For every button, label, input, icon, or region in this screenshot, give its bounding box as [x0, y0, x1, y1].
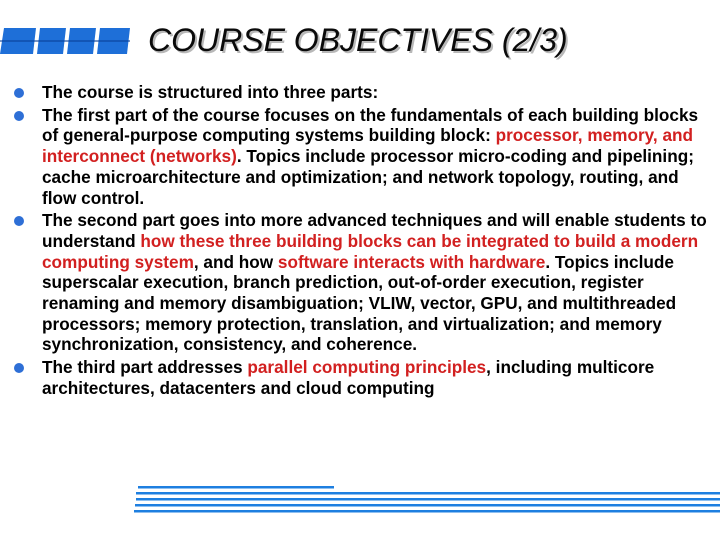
footer-decoration-lines: [134, 486, 720, 516]
bullet-item: [14, 210, 714, 355]
highlight-text: processor, memory, and interconnect (networks): [42, 125, 694, 167]
bullet-text: The course is structured into three parts:: [42, 82, 379, 102]
highlight-text: parallel computing principles: [247, 357, 487, 378]
bullet-text: The first part of the course focuses on the fundamentals of each building blocks of general-purpose computing systems building block:: [42, 104, 699, 146]
bullet-text: . Topics include processor micro-coding and pipelining; cache microarchitecture and optimization; and network topology, routing, and flow control.: [42, 146, 694, 208]
bullet-list: [14, 82, 714, 399]
slide-title: COURSE OBJECTIVES (2/3): [148, 22, 568, 58]
bullet-text: , and how: [193, 251, 278, 272]
bullet-dot-icon: [14, 111, 24, 121]
highlight-text: software interacts with hardware: [277, 251, 546, 272]
bullet-dot-icon: [14, 216, 24, 226]
bullet-text: . Topics include superscalar execution, branch prediction, out-of-order execution, register renaming and memory disambiguation; VLIW, vector, GPU, and multithreaded processors; memory protection, translation, and virtualization; and memory synchronization, consistency, and coherence.: [42, 251, 677, 355]
bullet-item: [14, 82, 714, 103]
title-decoration-blocks: [0, 28, 132, 54]
bullet-item: [14, 105, 714, 209]
bullet-dot-icon: [14, 88, 24, 98]
bullet-text: , including multicore architectures, datacenters and cloud computing: [42, 357, 655, 398]
highlight-text: how these three building blocks can be integrated to build a modern computing system: [42, 230, 699, 272]
bullet-text: The third part addresses: [42, 357, 248, 378]
bullet-text: The second part goes into more advanced techniques and will enable students to understand: [42, 210, 707, 251]
bullet-item: [14, 357, 714, 398]
bullet-dot-icon: [14, 363, 24, 373]
